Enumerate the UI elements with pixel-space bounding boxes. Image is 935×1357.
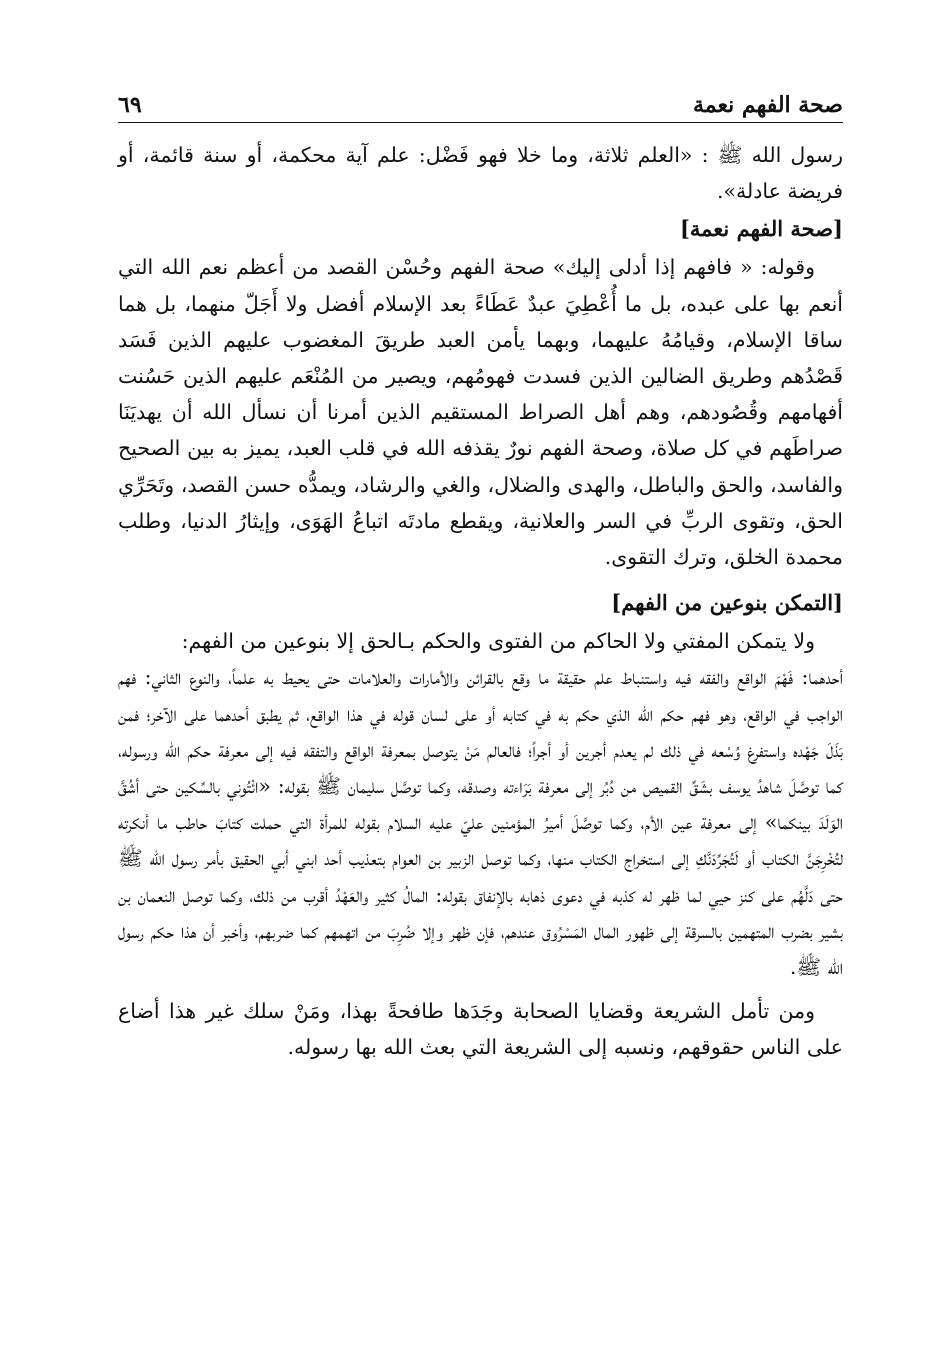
paragraph-intro-two-kinds: ولا يتمكن المفتي ولا الحاكم من الفتوى والحكم بـالحق إلا بنوعين من الفهم: [181,629,815,654]
paragraph-two-kinds-explained: أحدهما: فَهْمَ الواقع والفقه فيه واستنباط علم حقيقة ما وقع بالقرائن والأمارات والعلامات حتى يحيط به علماً، والنوع الثاني: فهم الواجب في الواقع، وهو فهم حكم الله الذي حكم به في كتابه أو على لسان قوله في هذا الواقع، ثم يطبق أحدهما على الآخر؛ فمن بَذَلَ جَهْده واستفرغ وُسْعه في ذلك لم يعدم أجرين أو أجراً؛ فالعالم مَنْ يتوصل بمعرفة الواقع والتفقه فيه إلى معرفة حكم الله ورسوله، كما توصَّلَ شاهدُ يوسف بشَقِّ القميص من دُبُر إلى معرفة بَرَاءته وصدقه، وكما توصَّل سليمان ﷺ بقوله: «ائْتُوني بالسِّكين حتى أشُقَّ الوَلَدَ بينكما» إلى معرفة عين الأم، وكما توصَّلَ أميرُ المؤمنين عليّ عليه السلام بقوله للمرأة التي حملت كتابَ حاطب ما أنكرته لتُخْرِجَنَّ الكتاب أو لَتُجَرِّدَنَّكِ إلى استخراج الكتاب منها، وكما توصل الزبير بن العوام بتعذيب أحد ابني أبي الحقيق بأمر رسول الله ﷺ حتى دَلَّهُم على كنز حيي لما ظهر له كذبه في دعوى ذهابه بالإنفاق بقوله: المالُ كثير والعَهْدُ أقرب من ذلك، وكما توصل النعمان بن بشير بضرب المتهمين بالسرقة إلى ظهور المال المَسْرُوق عندهم، فإن ظهر وإلا ضُرِبَ من اتهمهم كما ضربهم، وأخبر أن هذا حكم رسول الله ﷺ. [118,665,843,980]
book-page [118,88,843,1066]
paragraph-hadith-continuation: رسول الله ﷺ : «العلم ثلاثة، وما خلا فهو فَضْل: علم آية محكمة، أو سنة قائمة، أو فريضة عادلة». [118,143,843,204]
paragraph-sound-understanding: وقوله: « فافهم إذا أدلى إليك» صحة الفهم وحُسْن القصد من أعظم نعم الله التي أنعم بها على عبده، بل ما أُعْطِيَ عبدٌ عَطَاءً بعد الإسلام أفضل ولا أَجَلّ منهما، بل هما ساقا الإسلام، وقيامُهُ عليهما، وبهما يأمن العبد طريقَ المغضوب عليهم الذين فَسَد قَصْدُهم وطريق الضالين الذين فسدت فهومُهم، ويصير من المُنْعَم عليهم الذين حَسُنت أفهامهم وقُصُودهم، وهم أهل الصراط المستقيم الذين أمرنا أن نسأل الله أن يهديَنَا صراطَهم في كل صلاة، وصحة الفهم نورٌ يقذفه الله في قلب العبد، يميز به بين الصحيح والفاسد، والحق والباطل، والهدى والضلال، والغي والرشاد، ويمدُّه حسن القصد، وتَحَرِّي الحق، وتقوى الربِّ في السر والعلانية، ويقطع مادتَه اتباعُ الهَوَى، وإيثارُ الدنيا، وطلب محمدة الخلق، وترك التقوى. [118,255,843,570]
paragraph-conclusion: ومن تأمل الشريعة وقضايا الصحابة وجَدَها طافحةً بهذا، ومَنْ سلك غير هذا أضاع على الناس حقوقهم، ونسبه إلى الشريعة التي بعث الله بها رسوله. [118,999,843,1060]
section-heading-two-kinds-of-understanding: [التمكن بنوعين من الفهم] [611,590,843,616]
running-header [118,88,843,123]
section-gap [118,575,843,583]
section-heading-sound-understanding: [صحة الفهم نعمة] [679,216,843,242]
paragraph-gap [118,985,843,993]
page-number: ٦٩ [118,92,150,118]
running-title: صحة الفهم نعمة [685,92,843,118]
